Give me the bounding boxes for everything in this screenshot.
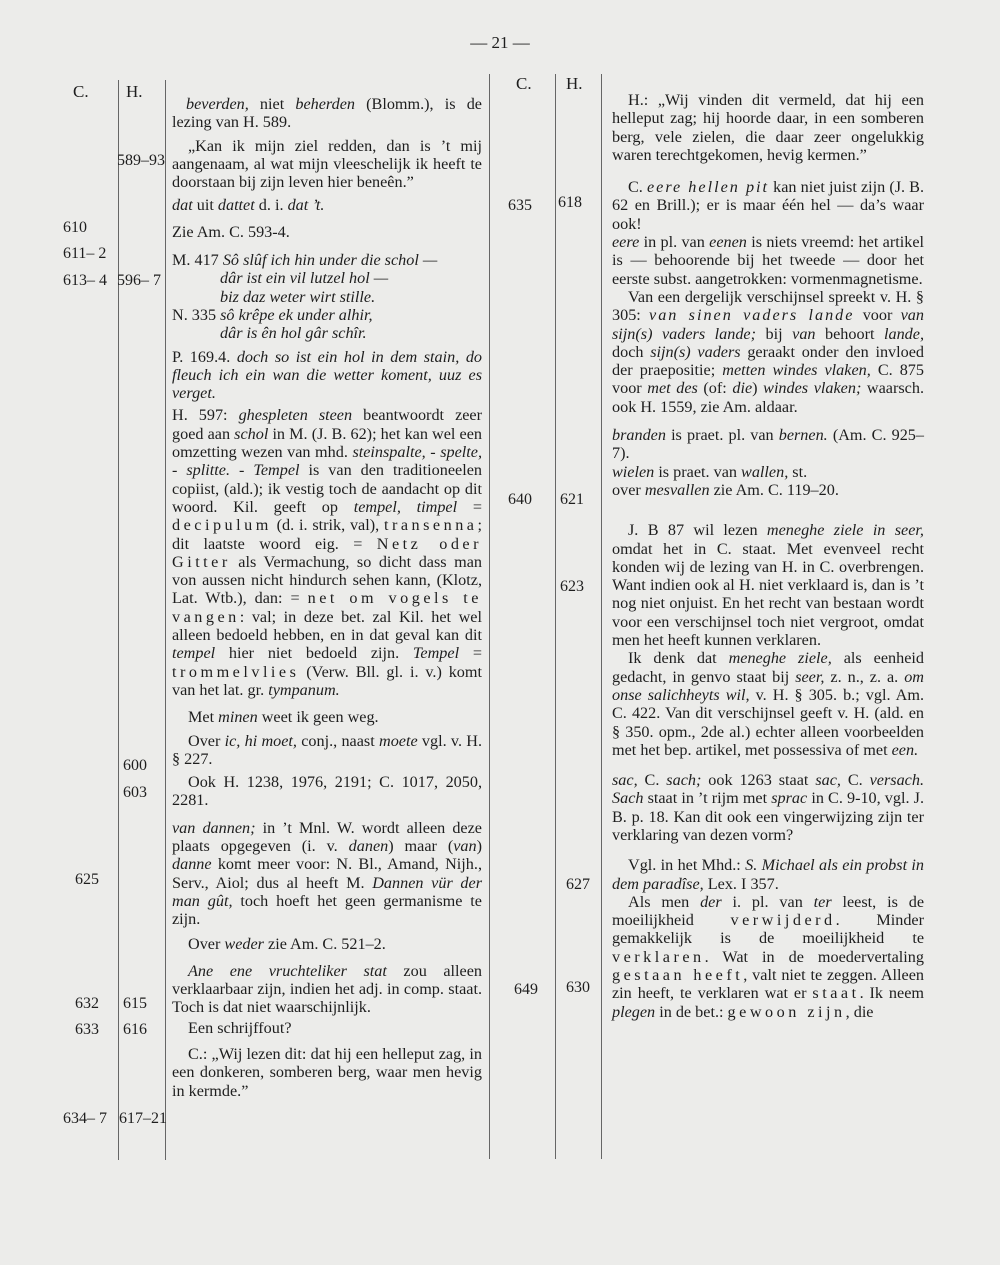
line-number-c: 625 xyxy=(75,871,99,888)
paragraph: Met minen weet ik geen weg. xyxy=(188,708,379,727)
line-number-c: 640 xyxy=(508,491,532,508)
line-number-c: 611– 2 xyxy=(63,245,107,262)
paragraph: J. B 87 wil lezen meneghe ziele in seer, omdat het in C. staat. Met evenveel recht konden wij de lezing van H. in C. overbrengen. Want indien ook al H. niet verklaard is, dan is ’t nog niet onjuist. En het recht van bestaan wordt voor een verschijnsel toch niet vergroot, omdat men het heeft kunnen verklaren. xyxy=(612,521,924,650)
paragraph: dat uit dattet d. i. dat ’t. xyxy=(172,196,325,215)
line-number-h: 623 xyxy=(560,578,584,595)
page-number: — 21 — xyxy=(470,33,530,52)
paragraph: Vgl. in het Mhd.: S. Michael als ein probst in dem paradîse, Lex. I 357. xyxy=(612,856,924,893)
left-text-column xyxy=(172,95,482,1105)
paragraph: H.: „Wij vinden dit vermeld, dat hij een helleput zag; hij hoorde daar, in een somberen berg, vele zielen, die daar zeer ongelukkig waren terechtgekomen, hevig kermen.” xyxy=(612,91,924,164)
line-number-c: 613– 4 xyxy=(63,272,107,289)
rule-right-h xyxy=(601,74,602,1159)
paragraph: C. eere hellen pit kan niet juist zijn (J. B. 62 en Brill.); er is maar één hel — da’s waar ook! xyxy=(612,178,924,233)
paragraph: Ik denk dat meneghe ziele, als eenheid gedacht, in genvo staat bij seer, z. n., z. a. om onse salichheyts wil, v. H. § 305. b.; vgl. Am. C. 422. Van dit verschijnsel geeft v. H. (ald. en § 350. opm., 2de al.) echter alleen voorbeelden met het bep. artikel, met possessiva of met een. xyxy=(612,649,925,759)
paragraph: beverden, niet beherden (Blomm.), is de lezing van H. 589. xyxy=(172,95,482,132)
line-number-h: 627 xyxy=(566,876,590,893)
line-number-h: 600 xyxy=(123,757,147,774)
line-number-h: 596– 7 xyxy=(117,272,161,289)
paragraph: P. 169.4. doch so ist ein hol in dem stain, do fleuch ich ein wan die wetter koment, uuz es verget. xyxy=(172,347,483,403)
line-number-c: 649 xyxy=(514,981,538,998)
line-number-h: 618 xyxy=(558,194,582,211)
paragraph: wielen is praet. van wallen, st. xyxy=(612,462,808,481)
line-number-h: 630 xyxy=(566,979,590,996)
line-number-c: 633 xyxy=(75,1021,99,1038)
paragraph: eere in pl. van eenen is niets vreemd: het artikel is — behoorende bij het tweede — door het eerste subst. aangetrokken: vormenmagnetisme. xyxy=(612,233,924,288)
line-number-h: 603 xyxy=(123,784,147,801)
rule-center xyxy=(489,74,490,1159)
paragraph: Ook H. 1238, 1976, 2191; C. 1017, 2050, 2281. xyxy=(172,773,482,810)
rule-right-c xyxy=(555,74,556,1159)
paragraph: over mesvallen zie Am. C. 119–20. xyxy=(612,480,839,499)
paragraph: Als men der i. pl. van ter leest, is de moeilijkheid verwijderd. Minder gemakkelijk is de moeilijkheid te verklaren. Wat in de moedervertaling gestaan heeft, valt niet te zeggen. Alleen zin heeft, te verklaren wat er staat. Ik neem plegen in de bet.: gewoon zijn, die xyxy=(612,892,925,1021)
line-number-h: 615 xyxy=(123,995,147,1012)
verse-quote: M. 417 Sô slûf ich hin under die schol — dâr ist ein vil lutzel hol — biz daz weter wirt stille. N. 335 sô krêpe ek under alhir, dâr is ên hol gâr schîr. xyxy=(172,251,438,343)
rule-left-h xyxy=(165,80,166,1160)
paragraph: Van een dergelijk verschijnsel spreekt v. H. § 305: van sinen vaders lande voor van sijn(s) vaders lande; bij van behoort lande, doch sijn(s) vaders geraakt onder den invloed der praepositie; metten windes vlaken, C. 875 voor met des (of: die) windes vlaken; waarsch. ook H. 1559, zie Am. aldaar. xyxy=(612,287,925,416)
header-left-c: C. xyxy=(73,82,89,101)
line-number-c: 634– 7 xyxy=(63,1110,107,1127)
paragraph: „Kan ik mijn ziel redden, dan is ’t mij aangenaam, al wat mijn vleeschelijk ik heeft te doorstaan bij zijn leven hier beneên.” xyxy=(172,136,482,192)
header-left-h: H. xyxy=(126,82,143,101)
paragraph: C.: „Wij lezen dit: dat hij een helleput zag, in een donkeren, somberen berg, waar men hevig in kermde.” xyxy=(172,1044,482,1100)
line-number-h: 617–21 xyxy=(119,1110,167,1127)
paragraph: Een schrijffout? xyxy=(188,1018,292,1037)
paragraph: van dannen; in ’t Mnl. W. wordt alleen deze plaats opgegeven (i. v. danen) maar (van) danne komt meer voor: N. Bl., Amand, Nijh., Serv., Aiol; dus al heeft M. Dannen vür der man gût, toch hoeft het geen germanisme te zijn. xyxy=(172,818,483,929)
line-number-c: 610 xyxy=(63,219,87,236)
paragraph: Over ic, hi moet, conj., naast moete vgl. v. H. § 227. xyxy=(172,731,482,768)
paragraph: H. 597: ghespleten steen beantwoordt zeer goed aan schol in M. (J. B. 62); het kan wel een omzetting wezen van mhd. steinspalte, - spelte, - splitte. - Tempel is van den traditioneelen copiist, (ald.); ik vestig toch de aandacht op dit woord. Kil. geeft op tempel, timpel = decipulum (d. i. strik, val), transenna; dit laatste woord eig. = Netz oder Gitter als Vermachung, so dicht dass man von aussen nicht hindurch sehen kann, (Klotz, Lat. Wtb.), dan: = net om vogels te vangen: val; in deze bet. zal Kil. het wel alleen bedoeld hebben, en in dat geval kan dit tempel hier niet bedoeld zijn. Tempel = trommelvlies (Verw. Bll. gl. i. v.) komt van het lat. gr. tympanum. xyxy=(172,406,483,699)
header-right-c: C. xyxy=(516,74,532,93)
right-text-column xyxy=(612,91,924,1026)
paragraph: branden is praet. pl. van bernen. (Am. C. 925–7). xyxy=(612,426,924,463)
header-right-h: H. xyxy=(566,74,583,93)
line-number-h: 621 xyxy=(560,491,584,508)
rule-left-c xyxy=(118,80,119,1160)
line-number-h: 616 xyxy=(123,1021,147,1038)
line-number-c: 632 xyxy=(75,995,99,1012)
line-number-h: 589–93 xyxy=(117,152,165,169)
paragraph: sac, C. sach; ook 1263 staat sac, C. versach. Sach staat in ’t rijm met sprac in C. 9-10, vgl. J. B. p. 18. Kan dit ook een vingerwijzing zijn ter verklaring van dezen vorm? xyxy=(612,771,924,844)
line-number-c: 635 xyxy=(508,197,532,214)
paragraph: Over weder zie Am. C. 521–2. xyxy=(188,935,386,954)
paragraph: Ane ene vruchteliker stat zou alleen verklaarbaar zijn, indien het adj. in comp. staat. Toch is dat niet waarschijnlijk. xyxy=(172,961,482,1017)
paragraph: Zie Am. C. 593-4. xyxy=(172,222,290,241)
